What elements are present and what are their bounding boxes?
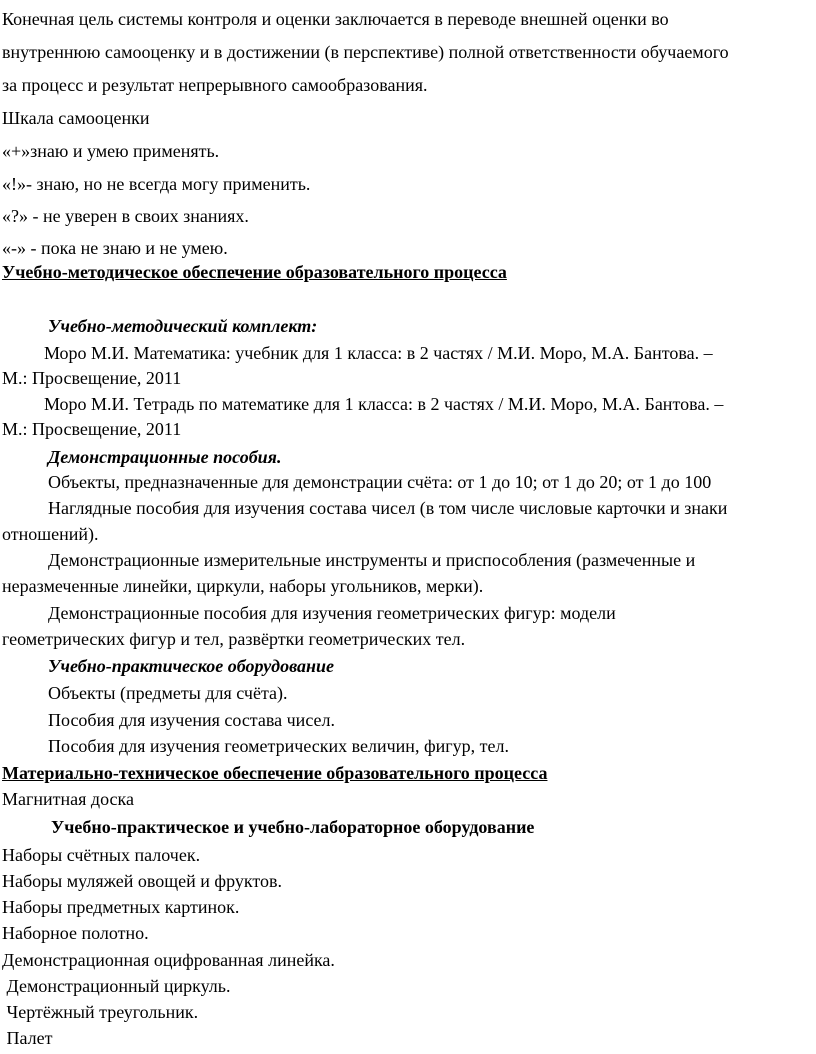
material-item: Чертёжный треугольник. [2,1002,199,1022]
material-item: Наборы предметных картинок. [2,897,240,917]
practical-item: Пособия для изучения состава чисел. [48,710,335,730]
scale-item: «!»- знаю, но не всегда могу применить. [2,174,311,194]
demo-item-3-cont: неразмеченные линейки, циркули, наборы угольников, мерки). [2,576,484,596]
material-item: Наборное полотно. [2,923,149,943]
intro-line-1: Конечная цель системы контроля и оценки заключается в переводе внешней оценки во [2,9,669,29]
material-heading: Материально-техническое обеспечение образовательного процесса [2,763,548,783]
material-item: Палет [2,1028,53,1048]
kit-item-2: Моро М.И. Тетрадь по математике для 1 класса: в 2 частях / М.И. Моро, М.А. Бантова. – [44,394,724,414]
kit-item-2-cont: М.: Просвещение, 2011 [2,419,182,439]
material-item: Наборы муляжей овощей и фруктов. [2,871,282,891]
demo-item-2: Наглядные пособия для изучения состава чисел (в том числе числовые карточки и знаки [48,498,728,518]
scale-item: «-» - пока не знаю и не умею. [2,238,228,258]
demo-item-4: Демонстрационные пособия для изучения геометрических фигур: модели [48,603,616,623]
material-item: Демонстрационная оцифрованная линейка. [2,950,335,970]
demo-item-2-cont: отношений). [2,524,99,544]
scale-title: Шкала самооценки [2,108,150,128]
magnetic-board: Магнитная доска [2,789,134,809]
material-item: Наборы счётных палочек. [2,845,201,865]
intro-line-2: внутреннюю самооценку и в достижении (в перспективе) полной ответственности обучаемого [2,42,729,62]
practical-item: Объекты (предметы для счёта). [48,683,288,703]
lab-title: Учебно-практическое и учебно-лабораторное оборудование [51,817,535,837]
demo-item-3: Демонстрационные измерительные инструменты и приспособления (размеченные и [48,550,696,570]
practical-item: Пособия для изучения геометрических величин, фигур, тел. [48,736,509,756]
practical-title: Учебно-практическое оборудование [48,656,335,676]
kit-title: Учебно-методический комплект: [48,316,318,336]
demo-title: Демонстрационные пособия. [48,447,282,467]
kit-item-1-cont: М.: Просвещение, 2011 [2,368,182,388]
demo-item-4-cont: геометрических фигур и тел, развёртки геометрических тел. [2,629,466,649]
material-item: Демонстрационный циркуль. [2,976,231,996]
kit-item-1: Моро М.И. Математика: учебник для 1 класса: в 2 частях / М.И. Моро, М.А. Бантова. – [44,343,713,363]
intro-line-3: за процесс и результат непрерывного самообразования. [2,75,428,95]
scale-item: «?» - не уверен в своих знаниях. [2,206,249,226]
methodical-heading: Учебно-методическое обеспечение образовательного процесса [2,262,507,282]
scale-item: «+»знаю и умею применять. [2,141,220,161]
demo-item-1: Объекты, предназначенные для демонстрации счёта: от 1 до 10; от 1 до 20; от 1 до 100 [48,472,712,492]
